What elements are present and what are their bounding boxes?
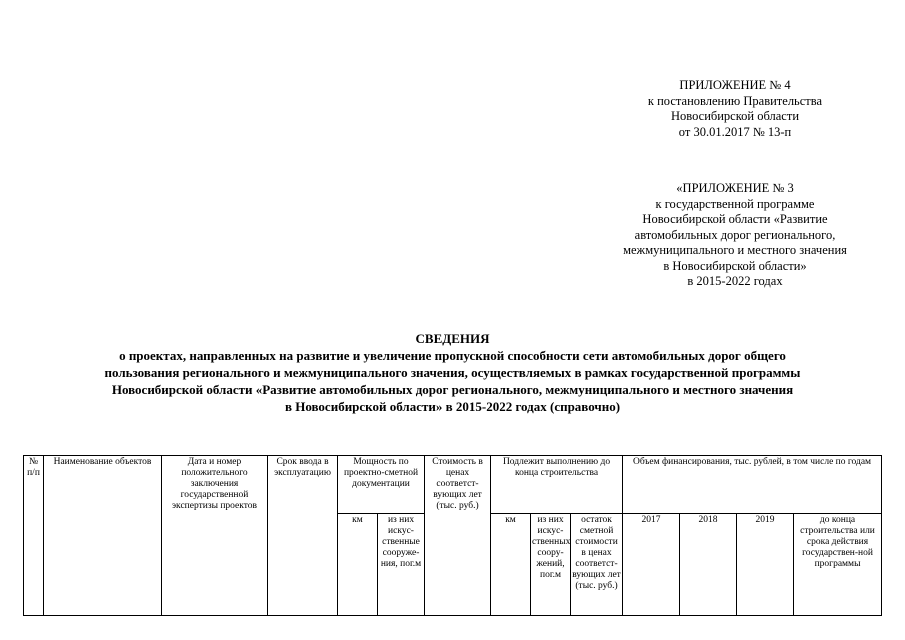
appendix-4-line: Новосибирской области <box>670 109 800 123</box>
appendix-3-line: в 2015-2022 годах <box>687 274 783 288</box>
title-line: Новосибирской области «Развитие автомобильных дорог регионального, межмуниципального и местного значения <box>111 382 794 397</box>
col-header-expertise-date: Дата и номер положительного заключения государственной экспертизы проектов <box>162 456 268 616</box>
col-header-until-end: до конца строительства или срока действия государствен-ной программы <box>794 513 882 615</box>
col-header-cost: Стоимость в ценах соответст-вующих лет (тыс. руб.) <box>425 456 491 514</box>
appendix-3-header <box>585 181 885 290</box>
projects-table <box>23 455 882 616</box>
col-header-remaining-cost: остаток сметной стоимости в ценах соответст-вующих лет (тыс. руб.) <box>571 513 623 615</box>
col-header-remaining-km: км <box>491 513 531 615</box>
appendix-3-line: межмуниципального и местного значения <box>623 243 847 257</box>
col-header-commissioning-term: Срок ввода в эксплуатацию <box>268 456 338 616</box>
appendix-3-line: в Новосибирской области» <box>663 258 807 273</box>
appendix-4-line: ПРИЛОЖЕНИЕ № 4 <box>679 78 791 92</box>
col-header-remaining-work: Подлежит выполнению до конца строительства <box>491 456 623 514</box>
appendix-3-line: автомобильных дорог регионального, <box>634 227 836 242</box>
appendix-4-header <box>585 78 885 140</box>
title-line: пользования регионального и межмуниципального значения, осуществляемых в рамках государственной программы <box>104 365 801 380</box>
col-header-cost-continued <box>425 513 491 615</box>
col-header-name: Наименование объектов <box>44 456 162 616</box>
appendix-3-line: Новосибирской области «Развитие <box>642 212 828 226</box>
title-line: о проектах, направленных на развитие и увеличение пропускной способности сети автомобильных дорог общего <box>119 348 786 363</box>
col-header-remaining-structures: из них искус-ственных соору-жений, пог.м <box>531 513 571 615</box>
col-header-capacity-structures: из них искус-ственные сооруже-ния, пог.м <box>378 513 425 615</box>
col-header-number: № п/п <box>24 456 44 616</box>
appendix-3-line: «ПРИЛОЖЕНИЕ № 3 <box>676 181 794 195</box>
appendix-3-line: к государственной программе <box>655 196 815 211</box>
col-header-capacity-km: км <box>338 513 378 615</box>
appendix-4-line: к постановлению Правительства <box>647 93 823 108</box>
col-header-capacity: Мощность по проектно-сметной документации <box>338 456 425 514</box>
title-heading: СВЕДЕНИЯ <box>415 331 490 346</box>
col-header-financing: Объем финансирования, тыс. рублей, в том числе по годам <box>623 456 882 514</box>
appendix-4-line: от 30.01.2017 № 13-п <box>678 124 792 139</box>
col-header-year-2017: 2017 <box>623 513 680 615</box>
title-line: в Новосибирской области» в 2015-2022 годах (справочно) <box>284 399 621 414</box>
col-header-year-2019: 2019 <box>737 513 794 615</box>
document-title <box>0 330 905 415</box>
col-header-year-2018: 2018 <box>680 513 737 615</box>
